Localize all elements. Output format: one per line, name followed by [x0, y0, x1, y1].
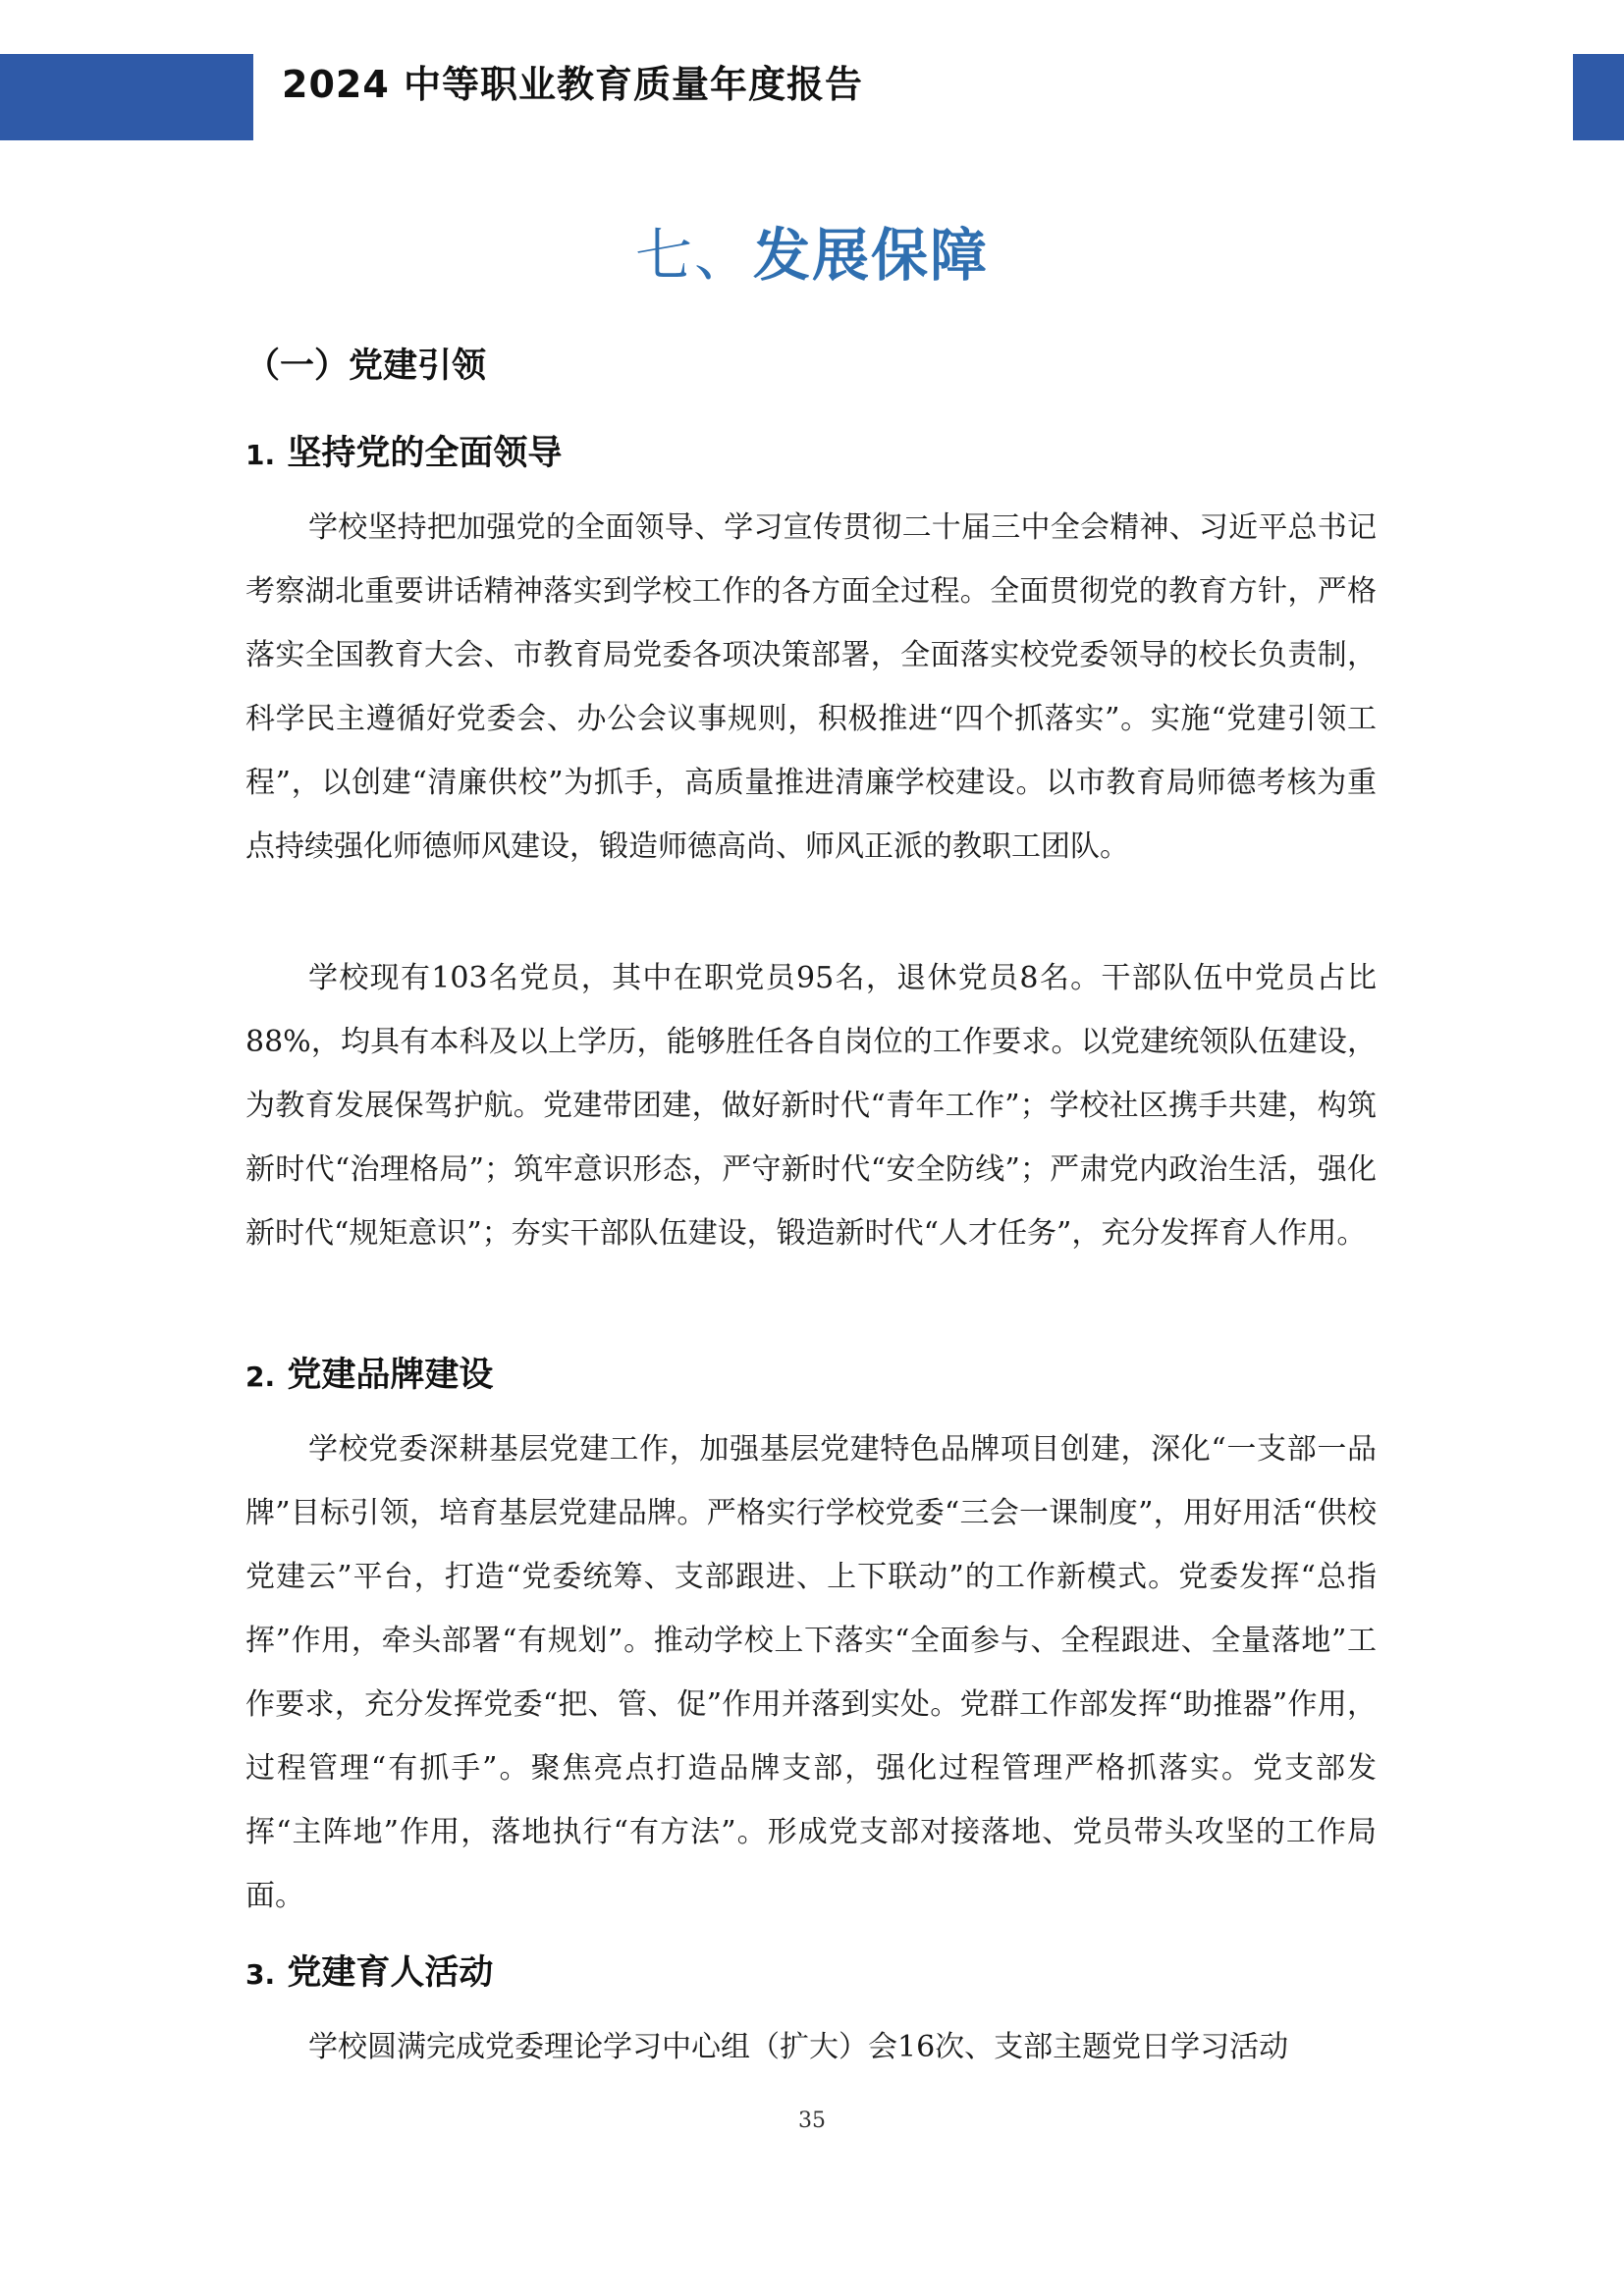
- subsection-number: 1.: [245, 439, 276, 471]
- chapter-number: 七、: [634, 222, 753, 289]
- subsection-title: 党建育人活动: [287, 1953, 494, 1993]
- subsection-number: 3.: [245, 1958, 276, 1991]
- paragraph-party-brand: 学校党委深耕基层党建工作，加强基层党建特色品牌项目创建，深化“一支部一品牌”目标引领，培育基层党建品牌。严格实行学校党委“三会一课制度”，用好用活“供校党建云”平台，打造“党委统筹、支部跟进、上下联动”的工作新模式。党委发挥“总指挥”作用，牵头部署“有规划”。推动学校上下落实“全面参与、全程跟进、全量落地”工作要求，充分发挥党委“把、管、促”作用并落到实处。党群工作部发挥“助推器”作用，过程管理“有抓手”。聚焦亮点打造品牌支部，强化过程管理严格抓落实。党支部发挥“主阵地”作用，落地执行“有方法”。形成党支部对接落地、党员带头攻坚的工作局面。: [245, 1432, 1377, 1913]
- subsection-heading-1: [245, 430, 562, 479]
- report-header-title: 2024 中等职业教育质量年度报告: [282, 63, 863, 106]
- chapter-title: [0, 218, 1624, 293]
- subsection-title: 坚持党的全面领导: [287, 434, 563, 473]
- subsection-heading-2: [245, 1352, 493, 1401]
- section-heading: （一）党建引领: [245, 347, 487, 386]
- subsection-heading-3: [245, 1949, 493, 1999]
- subsection-title: 党建品牌建设: [287, 1356, 494, 1395]
- paragraph-party-members: 学校现有103名党员，其中在职党员95名，退休党员8名。干部队伍中党员占比88%，均具有本科及以上学历，能够胜任各自岗位的工作要求。以党建统领队伍建设，为教育发展保驾护航。党建带团建，做好新时代“青年工作”；学校社区携手共建，构筑新时代“治理格局”；筑牢意识形态，严守新时代“安全防线”；严肃党内政治生活，强化新时代“规矩意识”；夯实干部队伍建设，锻造新时代“人才任务”，充分发挥育人作用。: [245, 961, 1377, 1251]
- chapter-name: 发展保障: [753, 222, 990, 289]
- subsection-number: 2.: [245, 1361, 276, 1393]
- header-accent-bar-right: [1573, 54, 1624, 140]
- paragraph-party-education: 学校圆满完成党委理论学习中心组（扩大）会16次、支部主题党日学习活动: [308, 2030, 1289, 2064]
- header-accent-bar-left: [0, 54, 253, 140]
- paragraph-party-leadership: 学校坚持把加强党的全面领导、学习宣传贯彻二十届三中全会精神、习近平总书记考察湖北重要讲话精神落实到学校工作的各方面全过程。全面贯彻党的教育方针，严格落实全国教育大会、市教育局党委各项决策部署，全面落实校党委领导的校长负责制，科学民主遵循好党委会、办公会议事规则，积极推进“四个抓落实”。实施“党建引领工程”，以创建“清廉供校”为抓手，高质量推进清廉学校建设。以市教育局师德考核为重点持续强化师德师风建设，锻造师德高尚、师风正派的教职工团队。: [245, 510, 1377, 864]
- page-number: 35: [798, 2109, 826, 2133]
